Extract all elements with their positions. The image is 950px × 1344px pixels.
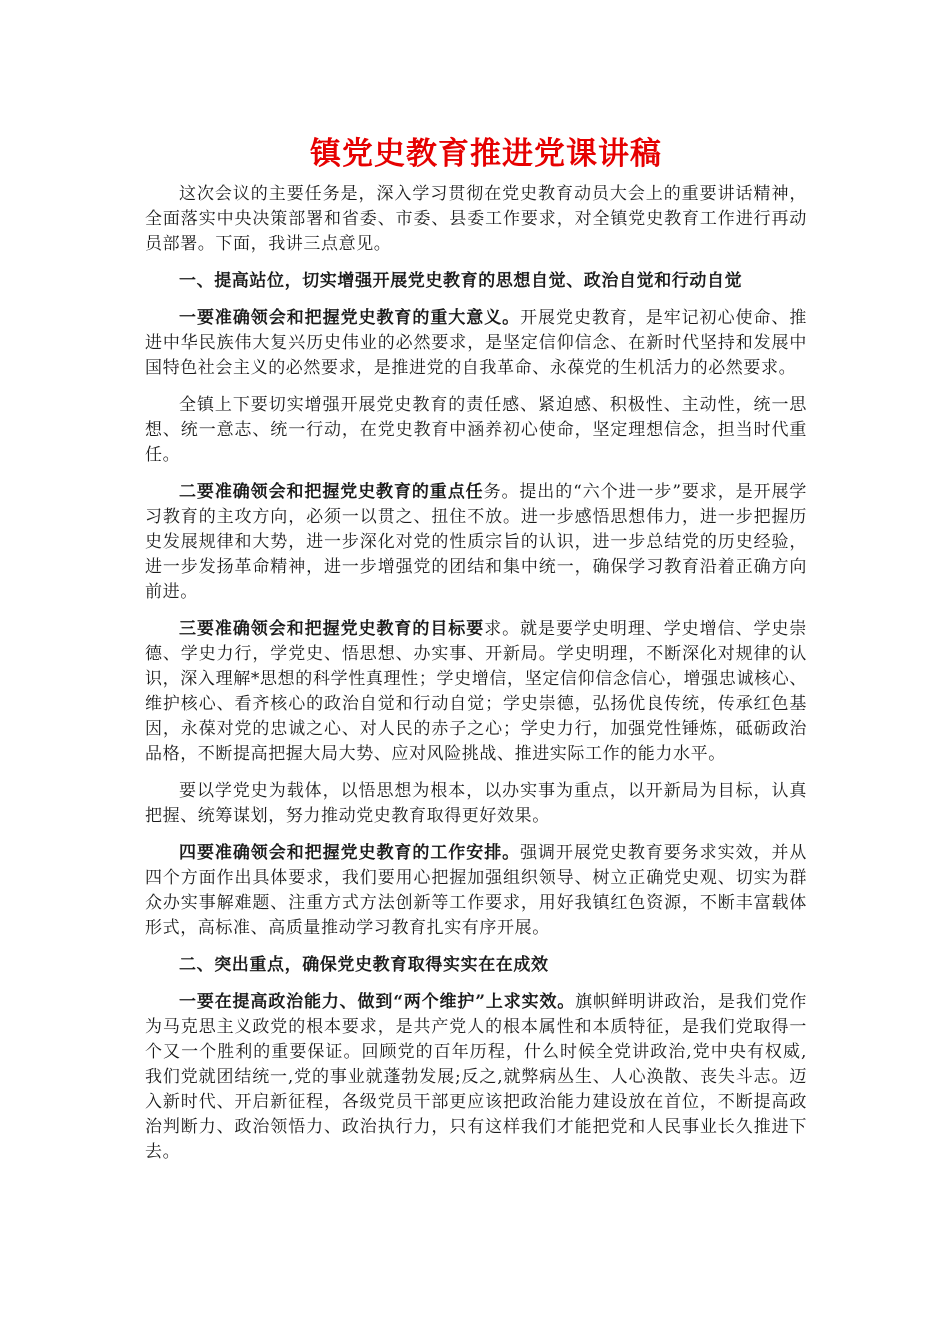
paragraph-carrier [145, 779, 807, 829]
paragraph-political-ability [145, 990, 807, 1165]
paragraph-text: 旗帜鲜明讲政治，是我们党作为马克思主义政党的根本要求，是共产党人的根本属性和本质特征，是我们党取得一个又一个胜利的重要保证。回顾党的百年历程，什么时候全党讲政治,党中央有权威,我们党就团结统一,党的事业就蓬勃发展;反之,就弊病丛生、人心涣散、丧失斗志。迈入新时代、开启新征程，各级党员干部更应该把政治能力建设放在首位，不断提高政治判断力、政治领悟力、政治执行力，只有这样我们才能把党和人民事业长久推进下去。 [145, 992, 807, 1162]
paragraph-significance [145, 306, 807, 381]
paragraph-text: 全镇上下要切实增强开展党史教育的责任感、紧迫感、积极性、主动性，统一思想、统一意志、统一行动，在党史教育中涵养初心使命，坚定理想信念，担当时代重任。 [145, 395, 807, 465]
paragraph-lead: 一要在提高政治能力、做到“两个维护”上求实效。 [179, 992, 576, 1012]
document-page [145, 132, 807, 1177]
paragraph-intro [145, 182, 807, 257]
paragraph-text: 强调开展党史教育要务求实效，并从四个方面作出具体要求，我们要用心把握加强组织领导、树立正确党史观、切实为群众办实事解难题、注重方式方法创新等工作要求，用好我镇红色资源，不断丰富载体形式，高标准、高质量推动学习教育扎实有序开展。 [145, 843, 807, 938]
document-title: 镇党史教育推进党课讲稿 [310, 136, 662, 172]
paragraph-goals [145, 617, 807, 767]
paragraph-text: 要以学党史为载体，以悟思想为根本，以办实事为重点，以开新局为目标，认真把握、统筹谋划，努力推动党史教育取得更好效果。 [145, 781, 807, 826]
paragraph-lead: 一要准确领会和把握党史教育的重大意义。 [179, 308, 521, 328]
paragraph-arrangements [145, 841, 807, 941]
paragraph-text: 求。就是要学史明理、学史增信、学史崇德、学史力行，学党史、悟思想、办实事、开新局。学史明理，不断深化对规律的认识，深入理解*思想的科学性真理性；学史增信，坚定信仰信念信心，增强忠诚核心、维护核心、看齐核心的政治自觉和行动自觉；学史崇德，弘扬优良传统，传承红色基因，永葆对党的忠诚之心、对人民的赤子之心；学史力行，加强党性锤炼，砥砺政治品格，不断提高把握大局大势、应对风险挑战、推进实际工作的能力水平。 [145, 619, 807, 764]
paragraph-lead: 四要准确领会和把握党史教育的工作安排。 [179, 843, 521, 863]
paragraph-key-tasks [145, 480, 807, 605]
paragraph-lead: 二要准确领会和把握党史教育的重点任 [179, 482, 484, 502]
paragraph-text: 开展党史教育，是牢记初心使命、推进中华民族伟大复兴历史伟业的必然要求，是坚定信仰信念、在新时代坚持和发展中国特色社会主义的必然要求，是推进党的自我革命、永葆党的生机活力的必然要求。 [145, 308, 807, 378]
paragraph-lead: 三要准确领会和把握党史教育的目标要 [179, 619, 485, 639]
section-heading-2: 二、突出重点，确保党史教育取得实实在在成效 [179, 955, 549, 975]
section-heading-1: 一、提高站位，切实增强开展党史教育的思想自觉、政治自觉和行动自觉 [179, 271, 743, 291]
paragraph-text: 这次会议的主要任务是，深入学习贯彻在党史教育动员大会上的重要讲话精神，全面落实中央决策部署和省委、市委、县委工作要求，对全镇党史教育工作进行再动员部署。下面，我讲三点意见。 [145, 184, 807, 254]
paragraph-text: 务。提出的“六个进一步”要求，是开展学习教育的主攻方向，必须一以贯之、扭住不放。进一步感悟思想伟力，进一步把握历史发展规律和大势，进一步深化对党的性质宗旨的认识，进一步总结党的历史经验，进一步发扬革命精神，进一步增强党的团结和集中统一，确保学习教育沿着正确方向前进。 [145, 482, 808, 602]
paragraph-responsibility [145, 393, 807, 468]
